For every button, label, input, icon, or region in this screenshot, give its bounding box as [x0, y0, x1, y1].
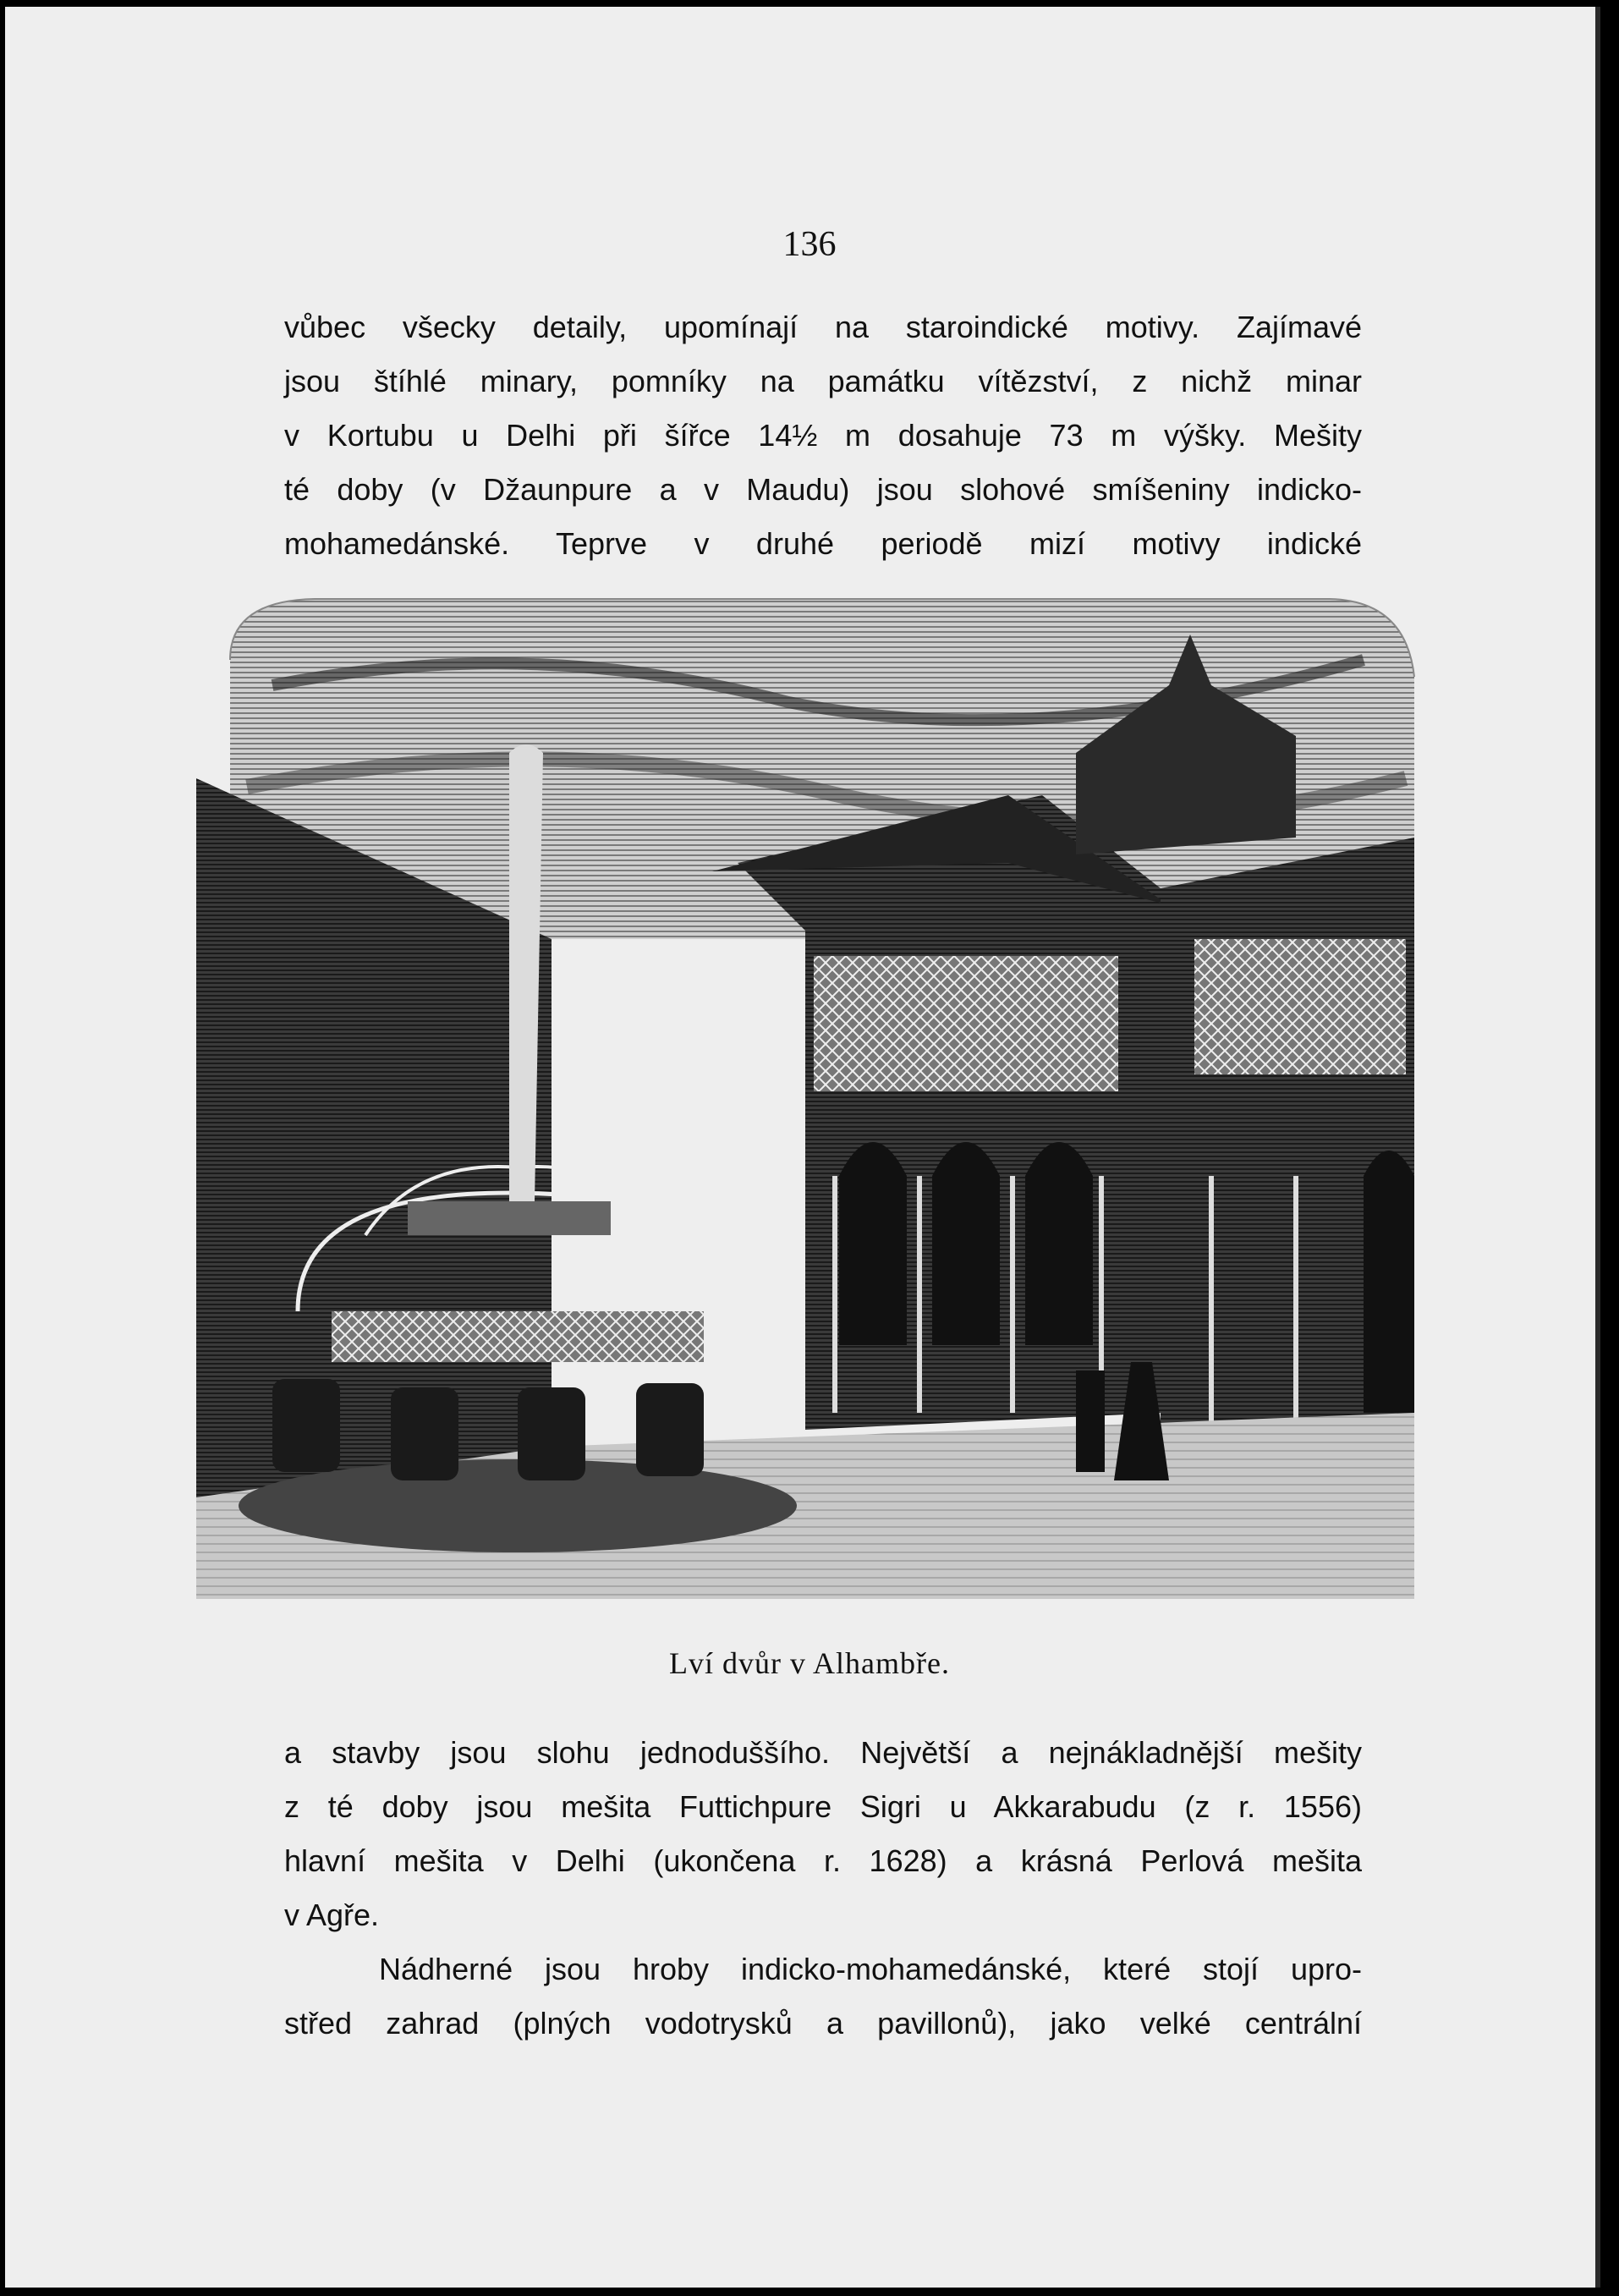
- text-line: hlavní mešita v Delhi (ukončena r. 1628) a krásná Perlová mešita: [284, 1843, 1362, 1878]
- text-line: mohamedánské. Teprve v druhé periodě mizí motivy indické: [284, 526, 1362, 561]
- page-number: 136: [782, 225, 837, 264]
- top-paragraph: [284, 300, 1362, 571]
- text-line: z té doby jsou mešita Futtichpure Sigri u Akkarabudu (z r. 1556): [284, 1789, 1362, 1824]
- engraving-illustration: [196, 584, 1435, 1621]
- text-line: v Agře.: [284, 1898, 380, 1932]
- text-line: v Kortubu u Delhi při šířce 14½ m dosahuje 73 m výšky. Mešity: [284, 418, 1362, 453]
- text-line: a stavby jsou slohu jednoduššího. Největší a nejnákladnější mešity: [284, 1735, 1362, 1770]
- text-line: střed zahrad (plných vodotrysků a pavillonů), jako velké centrální: [284, 2006, 1362, 2041]
- text-line: jsou štíhlé minary, pomníky na památku vítězství, z nichž minar: [284, 364, 1362, 398]
- court-of-lions-engraving: [196, 584, 1435, 1621]
- text-line: vůbec všecky detaily, upomínají na staroindické motivy. Zajímavé: [284, 310, 1362, 344]
- text-line: té doby (v Džaunpure a v Maudu) jsou slohové smíšeniny indicko-: [284, 472, 1362, 507]
- bottom-paragraph: [284, 1726, 1362, 2051]
- text-line: Nádherné jsou hroby indicko-mohamedánské, které stojí upro-: [379, 1952, 1362, 1986]
- figure-caption: Lví dvůr v Alhambře.: [669, 1646, 950, 1680]
